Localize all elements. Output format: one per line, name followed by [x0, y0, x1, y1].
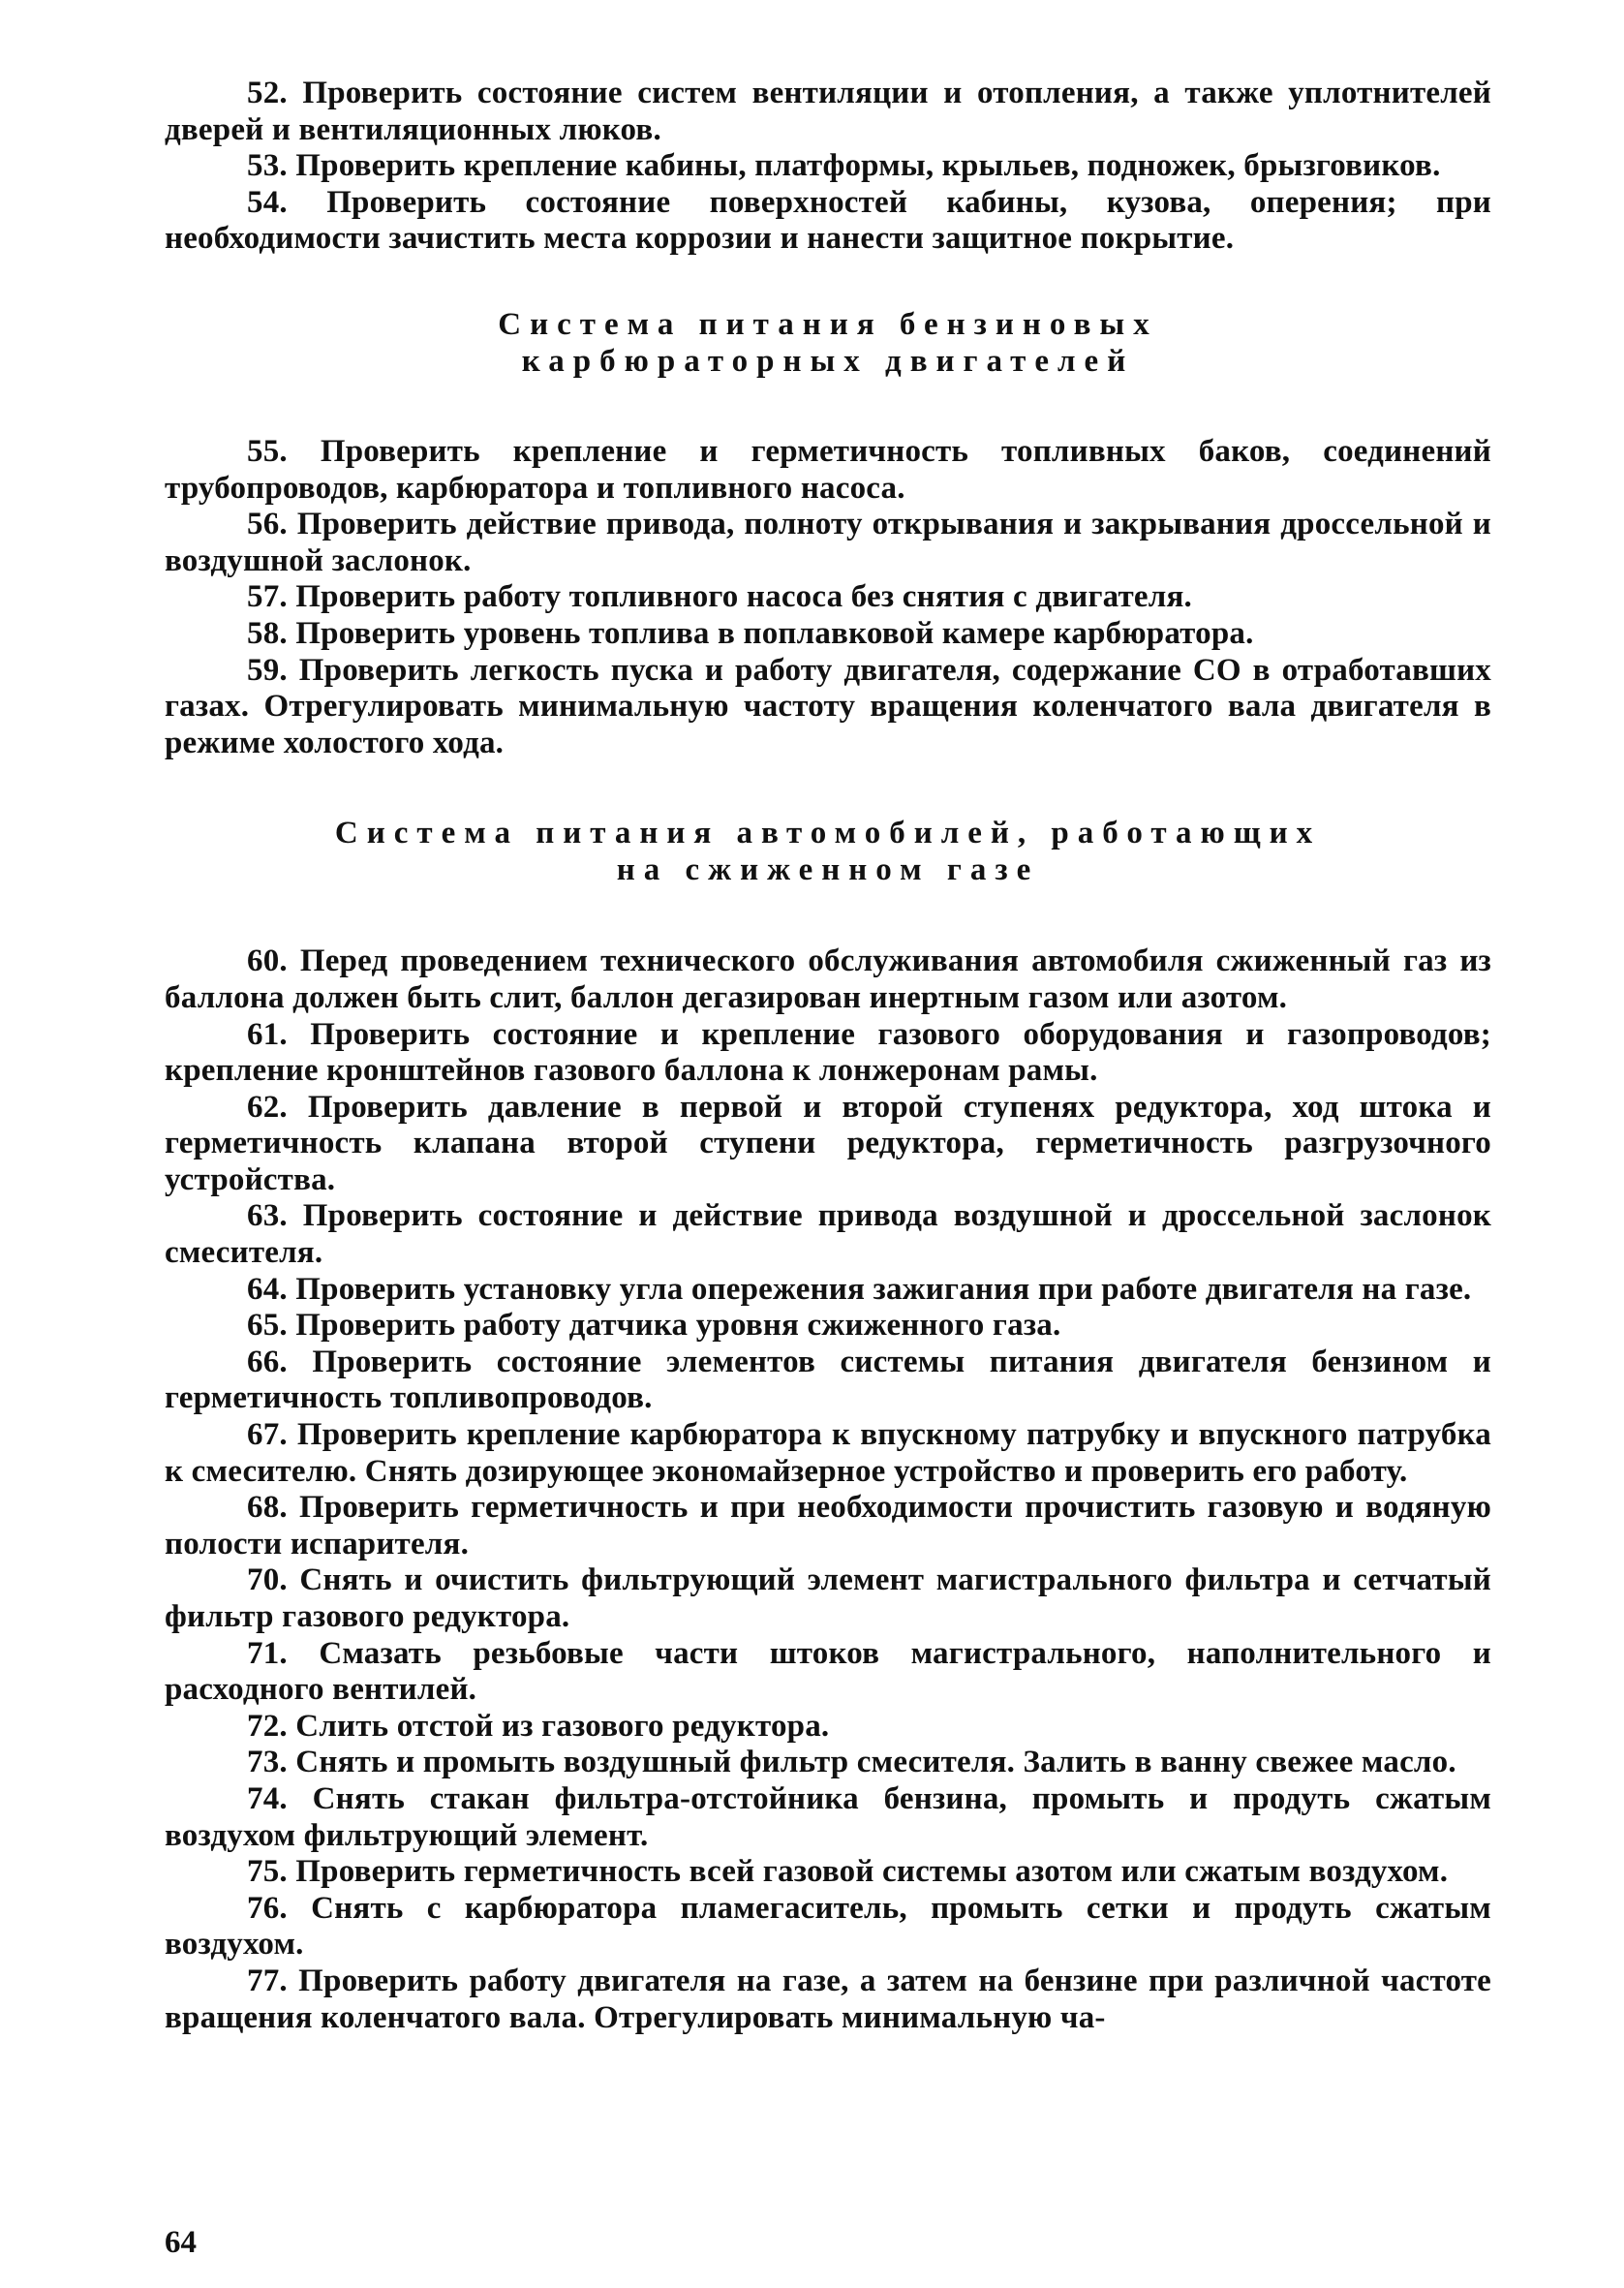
- list-item: 70. Снять и очистить фильтрующий элемент магистрального фильтра и сетчатый фильтр газового редуктора.: [165, 1562, 1491, 1634]
- list-item: 74. Снять стакан фильтра-отстойника бензина, промыть и продуть сжатым воздухом фильтрующий элемент.: [165, 1780, 1491, 1853]
- section-heading-fuel-system-gasoline: [165, 306, 1491, 380]
- list-item: 53. Проверить крепление кабины, платформы, крыльев, подножек, брызговиков.: [247, 148, 1441, 184]
- section-heading-line: Система питания бензиновых: [498, 306, 1158, 342]
- list-item: 71. Смазать резьбовые части штоков магистрального, наполнительного и расходного вентилей.: [165, 1635, 1491, 1708]
- section1-items: [165, 434, 1491, 761]
- list-item: 73. Снять и промыть воздушный фильтр смесителя. Залить в ванну свежее масло.: [247, 1745, 1456, 1780]
- list-item: 54. Проверить состояние поверхностей кабины, кузова, оперения; при необходимости зачистить места коррозии и нанести защитное покрытие.: [165, 184, 1491, 257]
- items-top: [165, 76, 1491, 258]
- section2-items: [165, 943, 1491, 2036]
- list-item: 65. Проверить работу датчика уровня сжиженного газа.: [247, 1308, 1061, 1344]
- list-item: 55. Проверить крепление и герметичность топливных баков, соединений трубопроводов, карбюратора и топливного насоса.: [165, 433, 1491, 506]
- list-item: 76. Снять с карбюратора пламегаситель, промыть сетки и продуть сжатым воздухом.: [165, 1890, 1491, 1963]
- document-page: [165, 76, 1491, 2260]
- section-heading-fuel-system-lpg: [165, 815, 1491, 888]
- list-item: 62. Проверить давление в первой и второй ступенях редуктора, ход штока и герметичность клапана второй ступени редуктора, герметичность разгрузочного устройства.: [165, 1089, 1491, 1197]
- list-item: 77. Проверить работу двигателя на газе, а затем на бензине при различной частоте вращения коленчатого вала. Отрегулировать минимальную ча-: [165, 1963, 1491, 2035]
- section-heading-line: карбюраторных двигателей: [521, 343, 1135, 379]
- list-item: 57. Проверить работу топливного насоса без снятия с двигателя.: [247, 579, 1192, 615]
- list-item: 64. Проверить установку угла опережения зажигания при работе двигателя на газе.: [247, 1271, 1472, 1307]
- list-item: 52. Проверить состояние систем вентиляции и отопления, а также уплотнителей дверей и вентиляционных люков.: [165, 76, 1491, 147]
- list-item: 72. Слить отстой из газового редуктора.: [247, 1708, 830, 1744]
- section-heading-line: Система питания автомобилей, работающих: [334, 816, 1322, 851]
- list-item: 58. Проверить уровень топлива в поплавковой камере карбюратора.: [247, 615, 1254, 651]
- list-item: 75. Проверить герметичность всей газовой системы азотом или сжатым воздухом.: [247, 1854, 1449, 1890]
- list-item: 61. Проверить состояние и крепление газового оборудования и газопроводов; крепление кронштейнов газового баллона к лонжеронам рамы.: [165, 1016, 1491, 1089]
- list-item: 66. Проверить состояние элементов системы питания двигателя бензином и герметичность топливопроводов.: [165, 1344, 1491, 1416]
- list-item: 56. Проверить действие привода, полноту открывания и закрывания дроссельной и воздушной заслонок.: [165, 507, 1491, 578]
- page-number: 64: [165, 2225, 197, 2260]
- section-heading-line: на сжиженном газе: [616, 852, 1040, 888]
- list-item: 67. Проверить крепление карбюратора к впускному патрубку и впускного патрубка к смесителю. Снять дозирующее экономайзерное устройство и проверить его работу.: [165, 1417, 1491, 1489]
- list-item: 68. Проверить герметичность и при необходимости прочистить газовую и водяную полости испарителя.: [165, 1490, 1491, 1561]
- list-item: 60. Перед проведением технического обслуживания автомобиля сжиженный газ из баллона должен быть слит, баллон дегазирован инертным газом или азотом.: [165, 943, 1491, 1015]
- list-item: 63. Проверить состояние и действие привода воздушной и дроссельной заслонок смесителя.: [165, 1198, 1491, 1271]
- list-item: 59. Проверить легкость пуска и работу двигателя, содержание СО в отработавших газах. Отрегулировать минимальную частоту вращения коленчатого вала двигателя в режиме холостого хода.: [165, 652, 1491, 760]
